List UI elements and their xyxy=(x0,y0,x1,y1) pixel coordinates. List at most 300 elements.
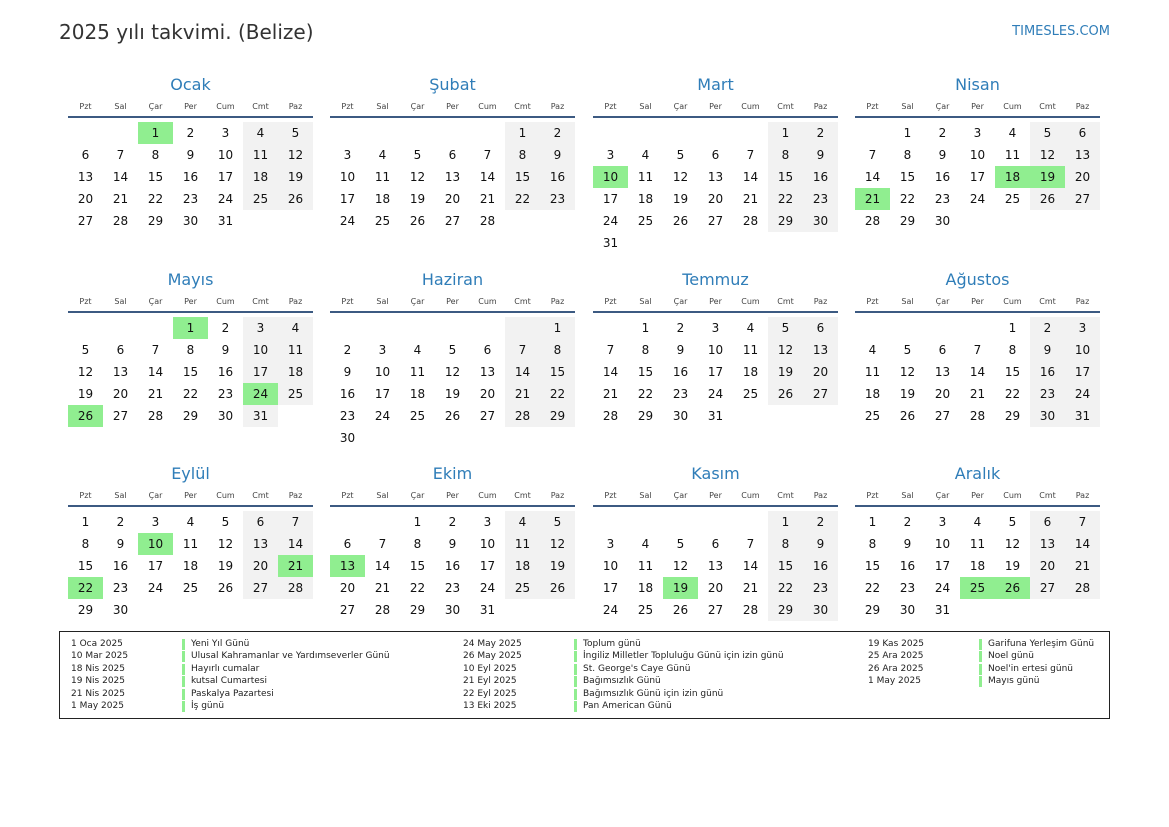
day-cell: 24 xyxy=(147,581,164,595)
day-cell: 11 xyxy=(969,537,986,551)
weekday-label: Cmt xyxy=(1039,102,1056,111)
weekday-label: Cum xyxy=(478,491,497,500)
holiday-date: 1 May 2025 xyxy=(71,700,124,711)
month-days xyxy=(68,317,313,427)
day-cell: 3 xyxy=(343,148,352,162)
day-cell: 1 xyxy=(81,515,90,529)
day-cell: 16 xyxy=(339,387,356,401)
day-cell: 9 xyxy=(938,148,947,162)
month-title: Mayıs xyxy=(167,270,214,289)
weekday-label: Çar xyxy=(410,297,425,306)
day-cell: 21 xyxy=(1065,555,1100,577)
empty-cell xyxy=(540,210,575,232)
empty-cell xyxy=(733,511,768,533)
empty-cell xyxy=(628,511,663,533)
weekday-label: Per xyxy=(446,102,459,111)
day-cell: 7 xyxy=(378,537,387,551)
weekday-label: Per xyxy=(971,102,984,111)
empty-cell xyxy=(208,599,243,621)
day-cell: 11 xyxy=(505,533,540,555)
day-cell: 2 xyxy=(221,321,230,335)
day-cell: 8 xyxy=(413,537,422,551)
day-cell: 3 xyxy=(938,515,947,529)
empty-cell xyxy=(663,511,698,533)
day-cell: 4 xyxy=(243,122,278,144)
day-cell: 6 xyxy=(803,317,838,339)
weekday-label: Sal xyxy=(376,297,389,306)
empty-cell xyxy=(855,317,890,339)
empty-cell xyxy=(400,122,435,144)
day-cell: 15 xyxy=(182,365,199,379)
weekday-label: Sal xyxy=(376,491,389,500)
day-cell: 20 xyxy=(77,192,94,206)
empty-cell xyxy=(400,317,435,339)
holiday-marker xyxy=(574,639,577,650)
weekday-label: Cmt xyxy=(514,102,531,111)
day-cell: 1 xyxy=(903,126,912,140)
weekday-label: Cmt xyxy=(252,102,269,111)
day-cell: 1 xyxy=(1008,321,1017,335)
weekday-label: Cum xyxy=(741,297,760,306)
day-cell: 25 xyxy=(1004,192,1021,206)
empty-cell xyxy=(733,405,768,427)
weekday-header xyxy=(855,100,1100,118)
holiday-entry xyxy=(60,663,390,675)
day-cell: 12 xyxy=(77,365,94,379)
holiday-day-cell: 1 xyxy=(138,122,173,144)
weekday-label: Sal xyxy=(901,102,914,111)
day-cell: 29 xyxy=(182,409,199,423)
weekday-label: Paz xyxy=(288,297,303,306)
day-cell: 6 xyxy=(243,511,278,533)
empty-cell xyxy=(435,427,470,449)
day-cell: 22 xyxy=(864,581,881,595)
weekday-label: Sal xyxy=(114,102,127,111)
day-cell: 23 xyxy=(899,581,916,595)
holiday-entry xyxy=(857,650,1094,662)
day-cell: 25 xyxy=(742,387,759,401)
holiday-entry xyxy=(60,675,390,687)
day-cell: 5 xyxy=(1008,515,1017,529)
day-cell: 8 xyxy=(540,339,575,361)
weekday-label: Cum xyxy=(1003,297,1022,306)
holiday-name: İş günü xyxy=(191,700,225,711)
holiday-name: Noel günü xyxy=(988,651,1034,662)
day-cell: 30 xyxy=(444,603,461,617)
day-cell: 24 xyxy=(934,581,951,595)
weekday-label: Çar xyxy=(410,102,425,111)
day-cell: 17 xyxy=(217,170,234,184)
day-cell: 8 xyxy=(641,343,650,357)
empty-cell xyxy=(698,511,733,533)
holiday-name: İngiliz Milletler Topluluğu Günü için izin günü xyxy=(583,651,784,662)
month-calendar xyxy=(330,74,575,232)
empty-cell xyxy=(400,427,435,449)
holiday-date: 10 Eyl 2025 xyxy=(463,663,517,674)
holiday-date: 21 Nis 2025 xyxy=(71,688,125,699)
holiday-entry xyxy=(452,663,784,675)
day-cell: 18 xyxy=(742,365,759,379)
month-days xyxy=(330,511,575,621)
day-cell: 30 xyxy=(217,409,234,423)
empty-cell xyxy=(470,317,505,339)
day-cell: 9 xyxy=(448,537,457,551)
weekday-label: Sal xyxy=(639,491,652,500)
day-cell: 16 xyxy=(182,170,199,184)
day-cell: 22 xyxy=(768,188,803,210)
day-cell: 4 xyxy=(378,148,387,162)
day-cell: 18 xyxy=(637,192,654,206)
empty-cell xyxy=(505,317,540,339)
holiday-date: 24 May 2025 xyxy=(463,639,522,649)
day-cell: 8 xyxy=(768,533,803,555)
day-cell: 11 xyxy=(864,365,881,379)
day-cell: 8 xyxy=(768,144,803,166)
day-cell: 14 xyxy=(969,365,986,379)
day-cell: 5 xyxy=(676,148,685,162)
day-cell: 2 xyxy=(186,126,195,140)
day-cell: 13 xyxy=(934,365,951,379)
empty-cell xyxy=(505,599,540,621)
day-cell: 11 xyxy=(182,537,199,551)
day-cell: 11 xyxy=(278,339,313,361)
day-cell: 20 xyxy=(934,387,951,401)
day-cell: 16 xyxy=(934,170,951,184)
holiday-date: 22 Eyl 2025 xyxy=(463,688,517,699)
day-cell: 26 xyxy=(672,603,689,617)
day-cell: 9 xyxy=(116,537,125,551)
holiday-day-cell: 26 xyxy=(995,577,1030,599)
page-title: 2025 yılı takvimi. (Belize) xyxy=(59,20,314,44)
day-cell: 13 xyxy=(1065,144,1100,166)
month-days xyxy=(330,122,575,232)
holiday-entry xyxy=(60,650,390,662)
weekday-label: Sal xyxy=(114,491,127,500)
weekday-label: Paz xyxy=(1075,102,1090,111)
weekday-label: Per xyxy=(184,491,197,500)
day-cell: 4 xyxy=(278,317,313,339)
empty-cell xyxy=(803,232,838,254)
weekday-label: Paz xyxy=(813,297,828,306)
day-cell: 28 xyxy=(278,577,313,599)
empty-cell xyxy=(103,317,138,339)
weekday-label: Cum xyxy=(216,297,235,306)
empty-cell xyxy=(68,122,103,144)
day-cell: 17 xyxy=(479,559,496,573)
day-cell: 15 xyxy=(864,559,881,573)
empty-cell xyxy=(698,122,733,144)
day-cell: 24 xyxy=(969,192,986,206)
empty-cell xyxy=(330,122,365,144)
day-cell: 10 xyxy=(217,148,234,162)
weekday-label: Cum xyxy=(741,491,760,500)
empty-cell xyxy=(960,599,995,621)
holiday-name: Hayırlı cumalar xyxy=(191,663,260,674)
holiday-day-cell: 21 xyxy=(855,188,890,210)
day-cell: 17 xyxy=(147,559,164,573)
weekday-label: Per xyxy=(971,491,984,500)
day-cell: 15 xyxy=(637,365,654,379)
weekday-label: Cum xyxy=(216,102,235,111)
month-title: Kasım xyxy=(691,464,740,483)
day-cell: 25 xyxy=(243,188,278,210)
day-cell: 25 xyxy=(182,581,199,595)
day-cell: 8 xyxy=(903,148,912,162)
weekday-label: Pzt xyxy=(79,491,92,500)
holiday-marker xyxy=(979,639,982,650)
day-cell: 20 xyxy=(707,581,724,595)
day-cell: 31 xyxy=(602,236,619,250)
day-cell: 23 xyxy=(672,387,689,401)
holiday-entry xyxy=(857,675,1094,687)
day-cell: 9 xyxy=(1030,339,1065,361)
empty-cell xyxy=(470,427,505,449)
weekday-label: Cmt xyxy=(777,102,794,111)
day-cell: 12 xyxy=(278,144,313,166)
day-cell: 29 xyxy=(409,603,426,617)
day-cell: 11 xyxy=(243,144,278,166)
day-cell: 5 xyxy=(540,511,575,533)
empty-cell xyxy=(365,122,400,144)
day-cell: 5 xyxy=(413,148,422,162)
day-cell: 3 xyxy=(151,515,160,529)
weekday-label: Çar xyxy=(673,102,688,111)
month-calendar xyxy=(68,463,313,621)
month-days xyxy=(855,317,1100,427)
empty-cell xyxy=(593,511,628,533)
day-cell: 2 xyxy=(116,515,125,529)
day-cell: 12 xyxy=(1004,537,1021,551)
day-cell: 17 xyxy=(969,170,986,184)
day-cell: 15 xyxy=(768,555,803,577)
day-cell: 26 xyxy=(540,577,575,599)
day-cell: 23 xyxy=(803,577,838,599)
day-cell: 23 xyxy=(444,581,461,595)
day-cell: 22 xyxy=(182,387,199,401)
weekday-label: Per xyxy=(709,102,722,111)
day-cell: 24 xyxy=(374,409,391,423)
empty-cell xyxy=(435,122,470,144)
day-cell: 8 xyxy=(505,144,540,166)
day-cell: 29 xyxy=(540,405,575,427)
empty-cell xyxy=(365,511,400,533)
empty-cell xyxy=(540,599,575,621)
holiday-marker xyxy=(182,664,185,675)
day-cell: 15 xyxy=(77,559,94,573)
holiday-marker xyxy=(574,651,577,662)
day-cell: 14 xyxy=(864,170,881,184)
empty-cell xyxy=(505,427,540,449)
day-cell: 2 xyxy=(448,515,457,529)
day-cell: 1 xyxy=(505,122,540,144)
day-cell: 22 xyxy=(768,577,803,599)
empty-cell xyxy=(960,317,995,339)
day-cell: 28 xyxy=(864,214,881,228)
day-cell: 15 xyxy=(505,166,540,188)
empty-cell xyxy=(698,232,733,254)
holiday-entry xyxy=(452,638,784,650)
day-cell: 26 xyxy=(217,581,234,595)
empty-cell xyxy=(103,122,138,144)
day-cell: 23 xyxy=(217,387,234,401)
day-cell: 21 xyxy=(969,387,986,401)
weekday-label: Sal xyxy=(639,297,652,306)
day-cell: 30 xyxy=(803,599,838,621)
day-cell: 20 xyxy=(479,387,496,401)
day-cell: 2 xyxy=(903,515,912,529)
weekday-header xyxy=(330,100,575,118)
weekday-label: Çar xyxy=(410,491,425,500)
day-cell: 30 xyxy=(112,603,129,617)
holiday-entry xyxy=(452,688,784,700)
day-cell: 26 xyxy=(672,214,689,228)
empty-cell xyxy=(278,405,313,427)
holiday-name: Bağımsızlık Günü için izin günü xyxy=(583,688,724,699)
holiday-marker xyxy=(574,676,577,687)
month-days xyxy=(68,511,313,621)
day-cell: 9 xyxy=(540,144,575,166)
day-cell: 29 xyxy=(637,409,654,423)
day-cell: 27 xyxy=(479,409,496,423)
day-cell: 23 xyxy=(540,188,575,210)
day-cell: 24 xyxy=(707,387,724,401)
weekday-label: Paz xyxy=(288,102,303,111)
empty-cell xyxy=(995,210,1030,232)
day-cell: 14 xyxy=(742,170,759,184)
day-cell: 28 xyxy=(969,409,986,423)
day-cell: 11 xyxy=(409,365,426,379)
empty-cell xyxy=(1030,210,1065,232)
holiday-name: Noel'in ertesi günü xyxy=(988,663,1073,674)
day-cell: 24 xyxy=(602,603,619,617)
month-title: Haziran xyxy=(421,270,484,289)
day-cell: 23 xyxy=(112,581,129,595)
holiday-marker xyxy=(979,676,982,687)
day-cell: 27 xyxy=(339,603,356,617)
empty-cell xyxy=(278,210,313,232)
holiday-day-cell: 26 xyxy=(68,405,103,427)
day-cell: 18 xyxy=(243,166,278,188)
holiday-name: Ulusal Kahramanlar ve Yardımseverler Günü xyxy=(191,651,390,662)
empty-cell xyxy=(628,232,663,254)
day-cell: 14 xyxy=(278,533,313,555)
day-cell: 25 xyxy=(637,214,654,228)
day-cell: 21 xyxy=(742,581,759,595)
weekday-header xyxy=(330,295,575,313)
weekday-label: Cmt xyxy=(777,491,794,500)
day-cell: 18 xyxy=(637,581,654,595)
month-days xyxy=(593,122,838,254)
holiday-day-cell: 1 xyxy=(173,317,208,339)
day-cell: 24 xyxy=(479,581,496,595)
day-cell: 1 xyxy=(540,317,575,339)
day-cell: 2 xyxy=(540,122,575,144)
holiday-name: Garifuna Yerleşim Günü xyxy=(988,639,1095,649)
weekday-header xyxy=(855,295,1100,313)
day-cell: 6 xyxy=(81,148,90,162)
day-cell: 28 xyxy=(602,409,619,423)
weekday-label: Çar xyxy=(148,491,163,500)
empty-cell xyxy=(330,511,365,533)
weekday-header xyxy=(593,295,838,313)
weekday-label: Paz xyxy=(813,102,828,111)
month-days xyxy=(855,122,1100,232)
day-cell: 24 xyxy=(602,214,619,228)
holiday-marker xyxy=(979,651,982,662)
empty-cell xyxy=(243,599,278,621)
empty-cell xyxy=(768,232,803,254)
empty-cell xyxy=(278,599,313,621)
day-cell: 4 xyxy=(868,343,877,357)
month-title: Eylül xyxy=(171,464,210,483)
month-calendar xyxy=(330,269,575,449)
day-cell: 11 xyxy=(374,170,391,184)
day-cell: 3 xyxy=(483,515,492,529)
day-cell: 27 xyxy=(112,409,129,423)
day-cell: 19 xyxy=(409,192,426,206)
day-cell: 26 xyxy=(444,409,461,423)
empty-cell xyxy=(890,317,925,339)
day-cell: 14 xyxy=(742,559,759,573)
day-cell: 23 xyxy=(339,409,356,423)
day-cell: 1 xyxy=(768,511,803,533)
day-cell: 10 xyxy=(969,148,986,162)
weekday-label: Per xyxy=(184,297,197,306)
month-days xyxy=(855,511,1100,621)
day-cell: 30 xyxy=(899,603,916,617)
day-cell: 24 xyxy=(1065,383,1100,405)
site-link[interactable]: TIMESLES.COM xyxy=(1012,24,1110,39)
day-cell: 20 xyxy=(803,361,838,383)
day-cell: 5 xyxy=(448,343,457,357)
day-cell: 17 xyxy=(339,192,356,206)
empty-cell xyxy=(505,210,540,232)
day-cell: 7 xyxy=(505,339,540,361)
day-cell: 29 xyxy=(768,599,803,621)
empty-cell xyxy=(330,317,365,339)
day-cell: 14 xyxy=(374,559,391,573)
day-cell: 27 xyxy=(707,603,724,617)
day-cell: 31 xyxy=(1065,405,1100,427)
holiday-marker xyxy=(979,664,982,675)
day-cell: 7 xyxy=(1065,511,1100,533)
holiday-date: 19 Nis 2025 xyxy=(71,676,125,687)
day-cell: 10 xyxy=(243,339,278,361)
day-cell: 15 xyxy=(147,170,164,184)
day-cell: 13 xyxy=(1030,533,1065,555)
day-cell: 30 xyxy=(803,210,838,232)
weekday-label: Paz xyxy=(550,102,565,111)
day-cell: 6 xyxy=(938,343,947,357)
day-cell: 28 xyxy=(147,409,164,423)
weekday-label: Çar xyxy=(935,491,950,500)
weekday-label: Cmt xyxy=(1039,297,1056,306)
day-cell: 8 xyxy=(868,537,877,551)
empty-cell xyxy=(995,599,1030,621)
day-cell: 21 xyxy=(374,581,391,595)
weekday-label: Cum xyxy=(1003,491,1022,500)
day-cell: 5 xyxy=(221,515,230,529)
empty-cell xyxy=(1065,599,1100,621)
day-cell: 9 xyxy=(186,148,195,162)
day-cell: 11 xyxy=(637,170,654,184)
month-calendar xyxy=(330,463,575,621)
day-cell: 30 xyxy=(339,431,356,445)
day-cell: 17 xyxy=(707,365,724,379)
weekday-label: Pzt xyxy=(341,297,354,306)
holiday-day-cell: 22 xyxy=(68,577,103,599)
day-cell: 21 xyxy=(112,192,129,206)
